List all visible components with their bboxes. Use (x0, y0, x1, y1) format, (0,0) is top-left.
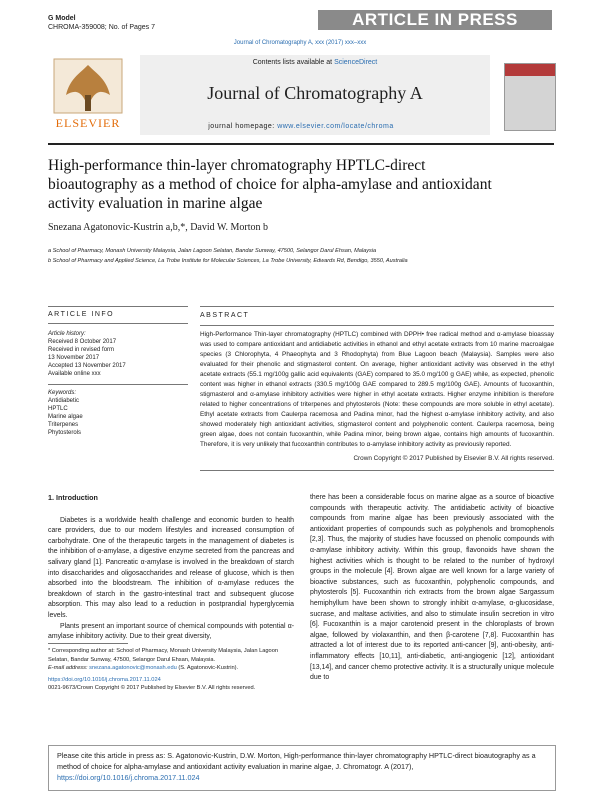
model-label: G Model (48, 15, 76, 22)
keyword: Triterpenes (48, 422, 79, 428)
article-ref: CHROMA-359008; (48, 24, 107, 31)
email-suffix: (S. Agatonovic-Kustrin). (176, 665, 239, 671)
header-meta (48, 14, 155, 32)
citation-text: Please cite this article in press as: S. Agatonovic-Kustrin, D.W. Morton, High-performance thin-layer chromatography HPTLC-direct bioautography as a method of choice for alpha-amylase and antioxidant activity evaluation in marine algae, J. Chromatogr. A (2017), (57, 751, 536, 771)
divider (200, 325, 554, 326)
masthead-divider (48, 143, 554, 145)
affiliation-b: b School of Pharmacy and Applied Science, La Trobe Institute for Molecular Sciences, La Trobe University, Edwards Rd, Bendigo, 3550, Australia (48, 258, 408, 264)
abstract-heading: ABSTRACT (200, 312, 250, 319)
article-title: High-performance thin-layer chromatography HPTLC-direct bioautography as a method of choice for alpha-amylase and antioxidant activity evaluation in marine algae (48, 157, 492, 212)
divider (48, 306, 188, 307)
masthead (48, 55, 554, 141)
divider (48, 643, 128, 644)
divider (48, 323, 188, 324)
paragraph: Diabetes is a worldwide health challenge and economic burden to health care providers, due to our modern lifestyles and increased consumption of carbohydrate. One of the therapeutic targets in the management of diabetes is the inhibition of α-amylase, a digestive enzyme secreted from the pancreas and salivary gland [1]. Pancreatic α-amylase is involved in the breakdown of starch into disaccharides and oligosaccharides and release of glucose, which is then absorbed into the bloodstream. The inhibition of α-amylase reduces the breakdown of starch in the gastro-intestinal tract and subsequent glucose absorption. This may also lead to a reduction in postprandial hyperglycemia levels. (48, 516, 294, 619)
keyword: Antidiabetic (48, 398, 80, 404)
homepage-line (48, 123, 554, 130)
citation-doi-link[interactable]: https://doi.org/10.1016/j.chroma.2017.11.024 (57, 773, 200, 782)
footnotes (48, 643, 294, 693)
paragraph: Plants present an important source of chemical compounds with potential α-amylase inhibitory activity. Due to their great diversity, (48, 622, 294, 641)
keyword: HPTLC (48, 406, 68, 412)
author-list[interactable]: Snezana Agatonovic-Kustrin a,b,*, David W. Morton b (48, 222, 268, 233)
homepage-link[interactable]: www.elsevier.com/locate/chroma (277, 123, 394, 130)
intro-left-column (48, 493, 294, 643)
history-item: Received in revised form (48, 347, 115, 353)
affiliations (48, 246, 548, 266)
email-label: E-mail address: (48, 665, 90, 671)
affiliation-a: a School of Pharmacy, Monash University Malaysia, Jalan Lagoon Selatan, Bandar Sunway, 47500, Selangor Darul Ehsan, Malaysia (48, 248, 377, 254)
doi-link[interactable]: https://doi.org/10.1016/j.chroma.2017.11.024 (48, 676, 161, 683)
copyright-line: Crown Copyright © 2017 Published by Elsevier B.V. All rights reserved. (353, 455, 554, 462)
divider (200, 470, 554, 471)
email-line (48, 664, 294, 673)
contents-line (140, 59, 490, 66)
journal-citation-line[interactable]: Journal of Chromatography A, xxx (2017) xxx–xxx (233, 40, 367, 46)
keywords-label: Keywords: (48, 390, 77, 396)
logo-text: ELSEVIER (55, 116, 121, 130)
citation-box (48, 745, 556, 791)
contents-prefix: Contents lists available at (252, 59, 335, 66)
keyword: Phytosterols (48, 430, 82, 436)
page-count: No. of Pages 7 (108, 24, 156, 31)
history-item: 13 November 2017 (48, 355, 100, 361)
sciencedirect-link[interactable]: ScienceDirect (334, 59, 378, 66)
corresponding-author: * Corresponding author at: School of Pharmacy, Monash University Malaysia, Jalan Lagoon Selatan, Bandar Sunway, 47500, Selangor Darul Ehsan, Malaysia. (48, 648, 279, 663)
abstract (200, 306, 554, 471)
history-item: Accepted 13 November 2017 (48, 363, 126, 369)
keyword: Marine algae (48, 414, 83, 420)
history-item: Available online xxx (48, 371, 101, 377)
email-link[interactable]: snezana.agatonovic@monash.edu (89, 665, 177, 671)
history-label: Article history: (48, 331, 86, 337)
section-heading: 1. Introduction (48, 493, 98, 502)
journal-name: Journal of Chromatography A (207, 83, 423, 103)
intro-right-column: there has been a considerable focus on marine algae as a source of bioactive compounds with therapeutic activity. The antidiabetic activity of bioactive compounds from marine algae has been previously associated with the antioxidant properties of compounds such as polyphenols and bromophenols [2,3]. Thus, the majority of studies have focussed on phenolic compounds with α-amylase inhibitory activity. Within this group, flavonoids have shown the highest activities which is thought to be related to the number of hydroxyl groups in the molecule [4]. Brown algae are well known for a large variety of bioactive substances, such as fucoxanthin, polyphenolic compounds, and phytosterols [5]. Fucoxanthin rich extracts from the brown algae Sargassum hemiphyllum have been shown to strongly inhibit α-amylase, α-glucosidase, sucrase, and maltase activities, and also to stimulate insulin secretion in vitro [6]. Fucoxanthin is a major carotenoid present in the chloroplasts of brown algae, followed by violaxanthin, and then β-carotene [7,8]. Fucoxanthin has attracted a lot of interest due to its reported anti-cancer [9], anti-obesity, anti-inflammatory effects [10,11], anti-diabetic, anti-angiogenic [12], antioxidant [13,14], and cancer chemo protective activity. It is a structurally unique molecule due to (310, 494, 554, 682)
homepage-prefix: journal homepage: (208, 123, 278, 130)
abstract-text: High-Performance Thin-layer chromatography (HPTLC) combined with DPPH• free radical method and α-amylase bioassay was used to compare antioxidant and antidiabetic activities in ethanol and ethyl acetate extracts from 10 marine macroalgae species (3 Chlorophyta, 4 Phaeophyta and 3 Rhodophyta) from Blue Lagoon beach (Malaysia). Samples were also evaluated for their phenolic and stigmasterol content. On average, higher antioxidant activity was observed in the ethyl acetate extracts (55.1 mg/100g gallic acid equivalents (GAE) compared to 35.0 mg/100 g GAE) while, as expected, phenolic content was higher in ethanol extracts (330.5 mg/100g GAE compared to 289.5 mg/100g GAE). Amounts of fucoxanthin, stigmasterol and α-amylase inhibitory activities were higher in ethyl acetate extracts. Higher enzyme inhibition is therefore related to higher concentrations of triterpenes and phytosterols (Note: these compounds are more soluble in ethyl acetate). Ethyl acetate extracts from Caulerpa racemosa and Padina minor, had the highest α-amylase inhibitory activity, and also showed moderately high antioxidant activities, stigmasterol content and polyphenolic content. Caulerpa racemosa, being green algae, does not contain fucoxanthin, while Padina minor, being brown algae, contains high amounts of fucoxanthin. Therefore, it is very unlikely that fucoxanthin contributes to α-amylase inhibitory activity as previously reported. (200, 331, 554, 448)
history-item: Received 8 October 2017 (48, 339, 117, 345)
journal-cover-icon (504, 63, 556, 131)
article-info-heading: ARTICLE INFO (48, 311, 115, 318)
article-in-press-banner: ARTICLE IN PRESS (318, 10, 552, 30)
divider (48, 384, 188, 385)
article-info (48, 306, 188, 437)
issn-line: 0021-9673/Crown Copyright © 2017 Published by Elsevier B.V. All rights reserved. (48, 685, 256, 691)
divider (200, 306, 554, 307)
